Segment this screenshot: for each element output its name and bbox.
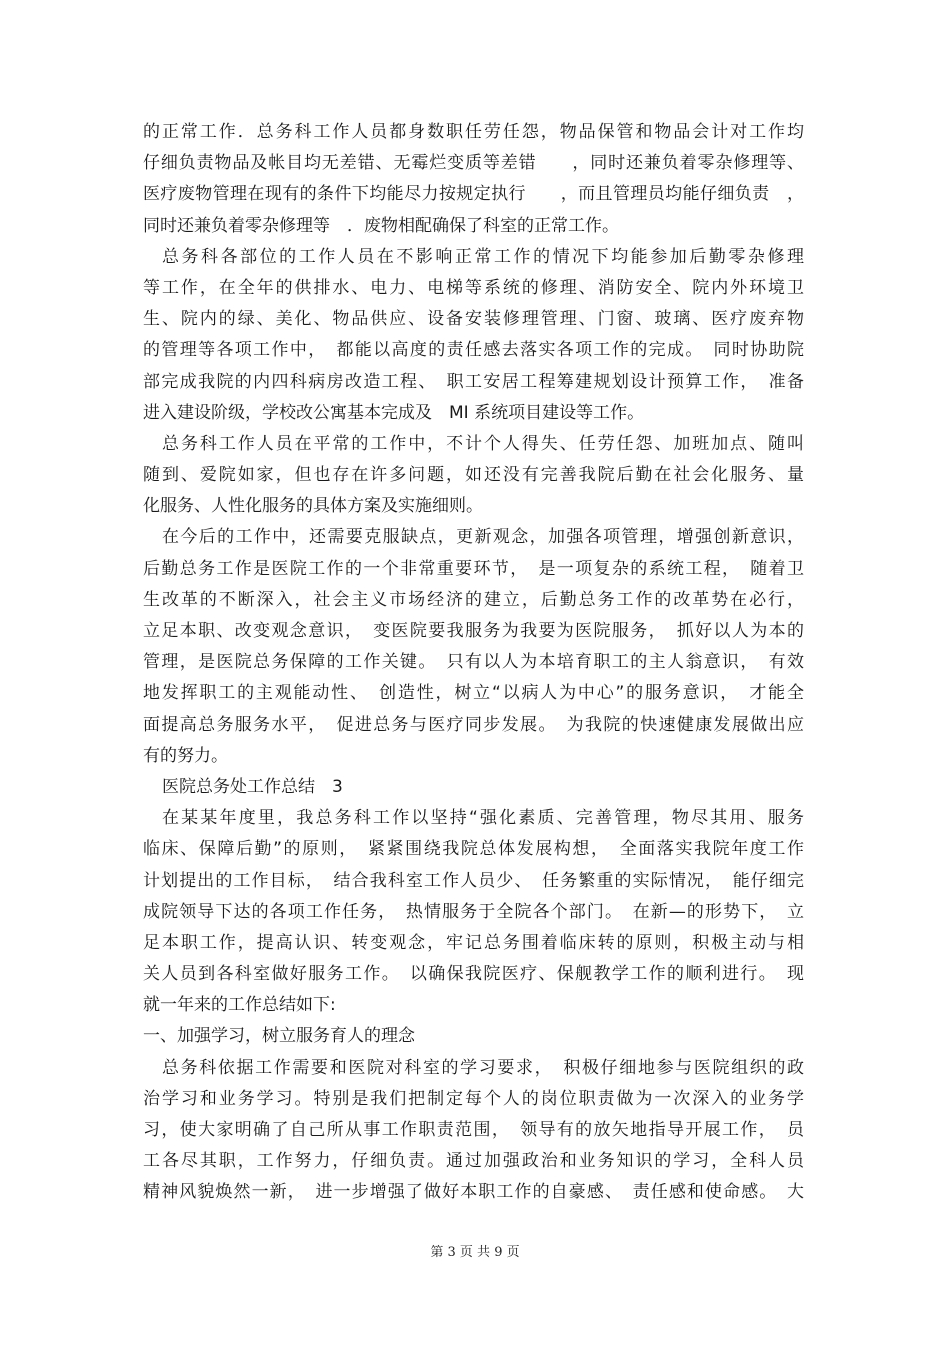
text-line: 生、院内的绿、美化、物品供应、设备安装修理管理、门窗、玻璃、医疗废弃物 — [143, 309, 806, 330]
text-line: 面提高总务服务水平， 促进总务与医疗同步发展。 为我院的快速健康发展做出应 — [143, 714, 806, 735]
text-line: 管理，是医院总务保障的工作关键。 只有以人为本培育职工的主人翁意识， 有效 — [143, 652, 806, 673]
body-text — [0, 117, 950, 1209]
text-line: 在某某年度里，我总务科工作以坚持“强化素质、完善管理，物尽其用、服务 — [162, 808, 807, 829]
text-line: 工各尽其职，工作努力，仔细负责。通过加强政治和业务知识的学习，全科人员 — [143, 1151, 806, 1172]
text-line: 医疗废物管理在现有的条件下均能尽力按规定执行 ，而且管理员均能仔细负责 ， — [143, 184, 805, 205]
text-line: 成院领导下达的各项工作任务， 热情服务于全院各个部门。 在新—的形势下， 立 — [143, 901, 806, 922]
text-line: 总务科工作人员在平常的工作中，不计个人得失、任劳任怨、加班加点、随叫 — [162, 433, 806, 454]
text-line: 临床、保障后勤”的原则， 紧紧围绕我院总体发展构想， 全面落实我院年度工作 — [143, 839, 806, 860]
text-line: 化服务、人性化服务的具体方案及实施细则。 — [143, 496, 483, 517]
text-line: 地发挥职工的主观能动性、 创造性，树立“以病人为中心”的服务意识， 才能全 — [143, 683, 806, 704]
text-line: 足本职工作，提高认识、转变观念，牢记总务围着临床转的原则，积极主动与相 — [143, 932, 806, 953]
text-line: 治学习和业务学习。特别是我们把制定每个人的岗位职责做为一次深入的业务学 — [143, 1088, 806, 1109]
text-line: 同时还兼负着零杂修理等 ．废物相配确保了科室的正常工作。 — [143, 215, 619, 236]
text-line: 的正常工作．总务科工作人员都身数职任劳任怨，物品保管和物品会计对工作均 — [143, 122, 806, 142]
text-line: 立足本职、改变观念意识， 变医院要我服务为我要为医院服务， 抓好以人为本的 — [143, 621, 806, 641]
page-footer: 第 3 页 共 9 页 — [430, 1245, 520, 1260]
text-line: 就一年来的工作总结如下: — [143, 995, 336, 1016]
text-line: 计划提出的工作目标， 结合我科室工作人员少、 任务繁重的实际情况， 能仔细完 — [143, 870, 806, 891]
text-line: 总务科依据工作需要和医院对科室的学习要求， 积极仔细地参与医院组织的政 — [162, 1057, 806, 1078]
text-line: 一、加强学习，树立服务育人的理念 — [143, 1026, 415, 1047]
text-line: 习，使大家明确了自己所从事工作职责范围， 领导有的放矢地指导开展工作， 员 — [143, 1120, 806, 1140]
text-line: 后勤总务工作是医院工作的一个非常重要环节， 是一项复杂的系统工程， 随着卫 — [143, 558, 806, 579]
text-line: 进入建设阶级，学校改公寓基本完成及 MI 系统项目建设等工作。 — [143, 402, 645, 423]
text-line: 有的努力。 — [143, 745, 228, 766]
text-line: 随到、爱院如家，但也存在许多问题，如还没有完善我院后勤在社会化服务、量 — [143, 465, 806, 486]
text-line: 精神风貌焕然一新， 进一步增强了做好本职工作的自豪感、 责任感和使命感。 大 — [143, 1182, 806, 1203]
text-line: 等工作，在全年的供排水、电力、电梯等系统的修理、消防安全、院内外环境卫 — [143, 277, 806, 298]
text-line: 生改革的不断深入，社会主义市场经济的建立，后勤总务工作的改革势在必行， — [143, 589, 806, 610]
text-line: 总务科各部位的工作人员在不影响正常工作的情况下均能参加后勤零杂修理 — [162, 246, 807, 267]
text-line: 医院总务处工作总结 3 — [162, 776, 343, 797]
text-line: 关人员到各科室做好服务工作。 以确保我院医疗、保舰教学工作的顺利进行。 现 — [143, 964, 806, 985]
text-line: 仔细负责物品及帐目均无差错、无霉烂变质等差错 ，同时还兼负着零杂修理等、 — [143, 153, 805, 174]
text-line: 的管理等各项工作中， 都能以高度的责任感去落实各项工作的完成。 同时协助院 — [143, 340, 806, 361]
text-line: 在今后的工作中，还需要克服缺点，更新观念，加强各项管理，增强创新意识， — [162, 527, 806, 548]
text-line: 部完成我院的内四科病房改造工程、 职工安居工程筹建规划设计预算工作， 准备 — [143, 371, 806, 392]
